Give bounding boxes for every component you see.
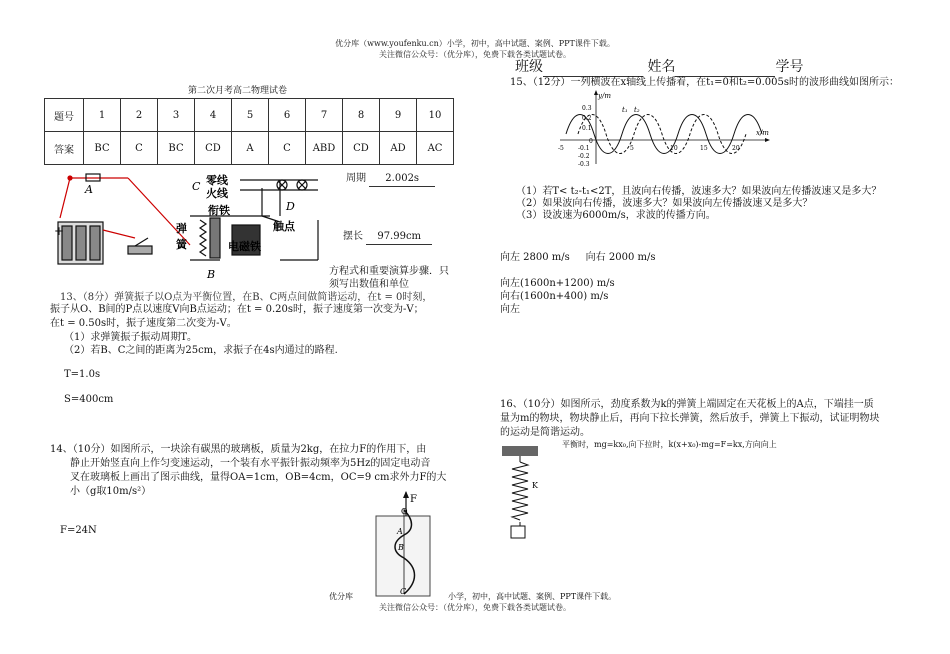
xtick: 5 xyxy=(630,145,634,152)
table-cell: BC xyxy=(158,132,195,165)
t1-label: t₁ xyxy=(622,106,628,114)
name-label: 姓名 xyxy=(647,59,676,75)
length-label: 摆长 xyxy=(343,231,363,242)
footer-line-1-left: 优分库 xyxy=(329,592,353,601)
q16-line-1: 16、（10分）如图所示，劲度系数为k的弹簧上端固定在天花板上的A点，下端挂一质 xyxy=(500,399,874,410)
q16-line-3: 的运动是简谐运动。 xyxy=(500,427,590,438)
zero-line-label: 零线 xyxy=(206,174,228,187)
q14-answer: F=24N xyxy=(60,525,97,536)
fig-o-label: O xyxy=(401,507,408,516)
period-value: 2.002s xyxy=(369,172,435,187)
table-cell: AC xyxy=(417,132,454,165)
q16-line-2: 量为m的物块，物块静止后，再向下拉长弹簧，然后放手，弹簧上下振动，试证明物块 xyxy=(500,413,880,424)
contact-label: 触点 xyxy=(273,220,295,233)
q14-line-1: 14、（10分）如图所示，一块涂有碳黑的玻璃板，质量为2kg，在拉力F的作用下，由 xyxy=(50,444,427,455)
live-line-label: 火线 xyxy=(206,187,228,200)
table-cell: CD xyxy=(343,132,380,165)
xtick: 10 xyxy=(670,145,678,152)
q13-sub-1: （1）求弹簧振子振动周期T。 xyxy=(64,332,198,343)
ytick: 0.2 xyxy=(582,115,592,122)
instructions-line-1: 方程式和重要演算步骤．只 xyxy=(329,266,449,277)
table-cell: 1 xyxy=(84,99,121,132)
class-label: 班级 xyxy=(515,59,543,75)
spring-label-top: 弹 xyxy=(176,222,187,235)
answer-table xyxy=(44,98,454,165)
spring-label-bottom: 簧 xyxy=(176,238,187,251)
q13-answer-1: T=1.0s xyxy=(64,369,101,380)
label-d: D xyxy=(286,200,295,213)
glass-plate-figure xyxy=(370,490,440,600)
table-cell: 6 xyxy=(269,99,306,132)
q15-sub-1: （1）若T< t₂-t₁<2T，且波向右传播，波速多大？如果波向左传播波速又是多大？ xyxy=(516,186,882,197)
q14-line-3: 叉在玻璃板上画出了图示曲线，量得OA=1cm，OB=4cm，OC=9 cm求外力F的大 xyxy=(70,472,447,483)
q13-line-3: 在t = 0.50s时，振子速度第二次变为-V。 xyxy=(50,318,237,329)
wave-graph xyxy=(556,88,774,168)
header-line-1: 优分库（www.youfenku.cn）小学，初中，高中试题、案例、PPT课件下载。 xyxy=(335,39,615,48)
ytick: -0.2 xyxy=(578,153,590,160)
id-label: 学号 xyxy=(775,59,804,75)
table-cell: C xyxy=(121,132,158,165)
q15-sub-2: （2）如果波向右传播，波速多大？如果波向左传播波速又是多大？ xyxy=(516,198,813,209)
table-cell: 5 xyxy=(232,99,269,132)
row-head-answer: 答案 xyxy=(45,132,84,165)
fig-f-label: F xyxy=(410,494,417,505)
footer-line-2: 关注微信公众号：（优分库），免费下载各类试题试卷。 xyxy=(379,603,571,612)
q13-line-1: 13、（8分）弹簧振子以O点为平衡位置，在B、C两点间做简谐运动，在t = 0时刻， xyxy=(60,292,433,303)
xtick: -5 xyxy=(558,145,564,152)
q13-answer-2: S=400cm xyxy=(64,394,114,405)
period-label: 周期 xyxy=(346,173,366,184)
t2-label: t₂ xyxy=(634,106,640,114)
ytick: 0.3 xyxy=(582,105,592,112)
y-axis-label: y/m xyxy=(598,92,611,100)
table-cell: A xyxy=(232,132,269,165)
fig-b-label: B xyxy=(398,543,404,552)
header-line-2: 关注微信公众号：（优分库），免费下载各类试题试卷。 xyxy=(379,50,571,59)
table-cell: BC xyxy=(84,132,121,165)
length-value: 97.99cm xyxy=(366,230,432,245)
student-info xyxy=(515,58,803,77)
q14-line-2: 静止开始竖直向上作匀变速运动，一个装有水平振针振动频率为5Hz的固定电动音 xyxy=(70,458,431,469)
exam-title: 第二次月考高二物理试卷 xyxy=(188,86,288,96)
spring-k-label: K xyxy=(532,481,538,490)
period-answer xyxy=(346,172,435,187)
table-cell: CD xyxy=(195,132,232,165)
xtick: 15 xyxy=(700,145,708,152)
ytick: -0.1 xyxy=(578,145,590,152)
x-axis-label: x/m xyxy=(756,129,769,137)
q15-line-1: 15、（12分）一列横波在x轴线上传播着，在t₁=0和t₂=0.005s时的波形曲线如图所示： xyxy=(510,77,900,88)
table-cell: 4 xyxy=(195,99,232,132)
q15-sub-3: （3）设波速为6000m/s，求波的传播方向。 xyxy=(516,210,716,221)
table-cell: ABD xyxy=(306,132,343,165)
table-cell: AD xyxy=(380,132,417,165)
table-cell: 8 xyxy=(343,99,380,132)
q15-answer-2a: 向左(1600n+1200) m/s xyxy=(500,278,615,289)
fig-c-label: C xyxy=(400,587,407,596)
q15-answer-3: 向左 xyxy=(500,304,520,315)
fig-a-label: A xyxy=(397,527,403,536)
table-cell: C xyxy=(269,132,306,165)
q13-line-2: 振子从O、B间的P点以速度V向B点运动；在t = 0.20s时，振子速度第一次变为-V； xyxy=(50,304,424,315)
label-a: A xyxy=(85,183,93,196)
table-cell: 7 xyxy=(306,99,343,132)
q15-answer-1: 向左 2800 m/s 向右 2000 m/s xyxy=(500,252,656,263)
svg-text:+: + xyxy=(54,224,65,238)
ytick: 0.1 xyxy=(582,125,592,132)
armature-label: 衔铁 xyxy=(208,204,230,217)
q15-answer-2b: 向右(1600n+400) m/s xyxy=(500,291,609,302)
footer-line-1-right: 小学，初中，高中试题、案例、PPT课件下载。 xyxy=(448,592,617,601)
label-b: B xyxy=(207,268,216,281)
circuit-diagram xyxy=(40,160,340,285)
q13-sub-2: （2）若B、C之间的距离为25cm，求振子在4s内通过的路程. xyxy=(64,345,338,356)
row-head-number: 题号 xyxy=(45,99,84,132)
instructions-line-2: 须写出数值和单位 xyxy=(329,279,409,290)
ytick: -0.3 xyxy=(578,161,590,168)
q14-line-4: 小（g取10m/s²） xyxy=(70,486,152,497)
label-c: C xyxy=(192,180,201,193)
ytick: 0 xyxy=(589,138,593,145)
table-cell: 9 xyxy=(380,99,417,132)
electromagnet-label: 电磁铁 xyxy=(228,240,261,253)
question-number-row xyxy=(45,99,454,132)
length-answer xyxy=(343,230,432,245)
q16-answer: 平衡时，mg=kx₀,向下拉时，k(x+x₀)-mg=F=kx,方向向上 xyxy=(562,440,777,449)
spring-figure xyxy=(500,444,550,544)
xtick: 20 xyxy=(732,145,740,152)
table-cell: 3 xyxy=(158,99,195,132)
table-cell: 10 xyxy=(417,99,454,132)
table-cell: 2 xyxy=(121,99,158,132)
